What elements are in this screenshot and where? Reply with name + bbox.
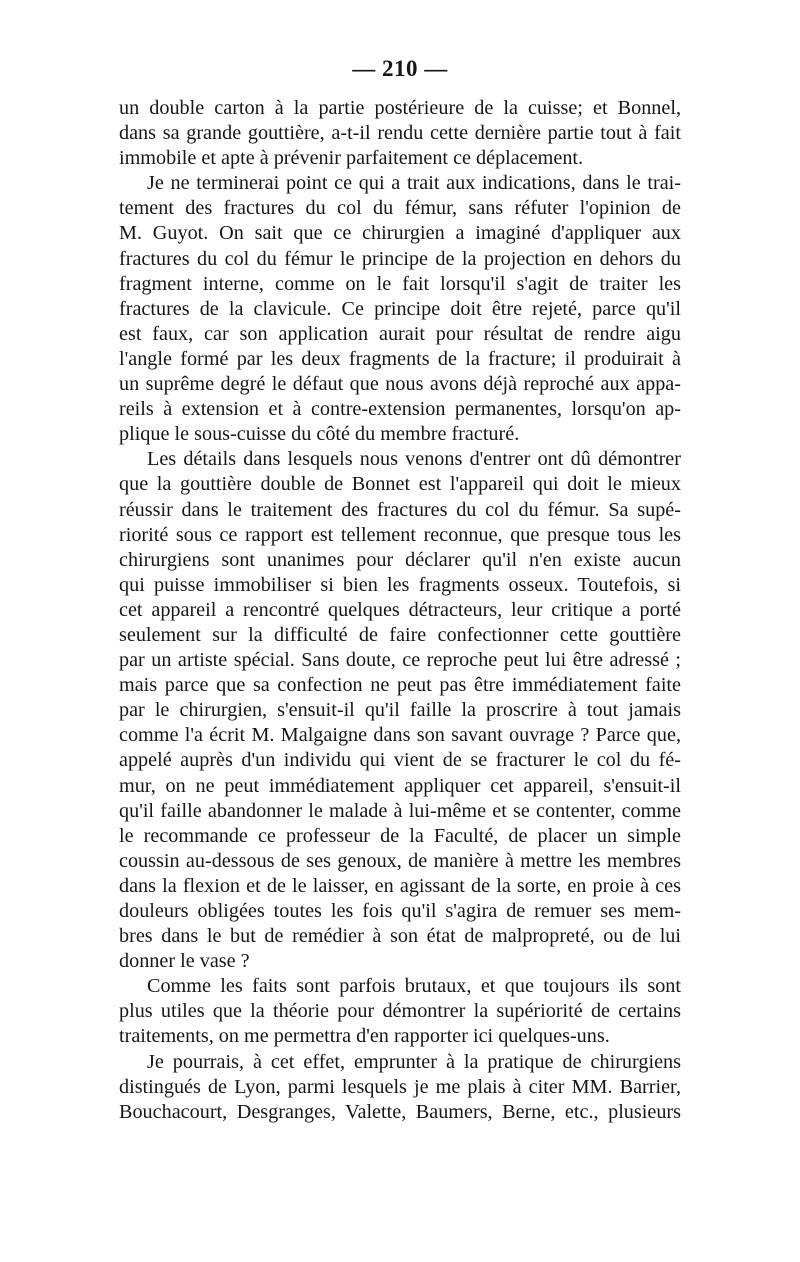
text-line: seulement sur la difficulté de faire confectionner cette gouttière (119, 623, 681, 646)
paragraph (119, 96, 681, 171)
text-line: réussir dans le traitement des fractures du col du fémur. Sa supé- (119, 498, 681, 521)
text-line: chirurgiens sont unanimes pour déclarer qu'il n'en existe aucun (119, 548, 681, 571)
text-line: distingués de Lyon, parmi lesquels je me plais à citer MM. Barrier, (119, 1075, 681, 1098)
text-line: Je ne terminerai point ce qui a trait aux indications, dans le trai- (147, 172, 681, 195)
text-line: cet appareil a rencontré quelques détracteurs, leur critique a porté (119, 598, 681, 621)
page-number: — 210 — (352, 56, 448, 81)
text-line: par le chirurgien, s'ensuit-il qu'il faille la proscrire à tout jamais (119, 699, 681, 722)
text-line: fragment interne, comme on le fait lorsqu'il s'agit de traiter les (119, 272, 681, 295)
text-line: le recommande ce professeur de la Faculté, de placer un simple (119, 824, 681, 847)
text-line: fractures du col du fémur le principe de la projection en dehors du (119, 247, 681, 270)
text-line: qu'il faille abandonner le malade à lui-même et se contenter, comme (119, 799, 681, 822)
paragraph (119, 171, 681, 447)
paragraph (119, 447, 681, 974)
text-line: tement des fractures du col du fémur, sans réfuter l'opinion de (119, 197, 681, 220)
text-line: plique le sous-cuisse du côté du membre fracturé. (119, 423, 520, 446)
paragraph (119, 974, 681, 1049)
text-line: un double carton à la partie postérieure de la cuisse; et Bonnel, (119, 97, 681, 119)
text-line: M. Guyot. On sait que ce chirurgien a imaginé d'appliquer aux (119, 222, 681, 245)
text-line: est faux, car son application aurait pour résultat de rendre aigu (119, 322, 681, 345)
text-line: plus utiles que la théorie pour démontrer la supériorité de certains (119, 1000, 681, 1023)
text-line: comme l'a écrit M. Malgaigne dans son savant ouvrage ? Parce que, (119, 724, 681, 747)
text-line: Je pourrais, à cet effet, emprunter à la pratique de chirurgiens (147, 1050, 681, 1073)
text-line: un suprême degré le défaut que nous avons déjà reproché aux appa- (119, 373, 681, 396)
body-text (119, 96, 681, 1125)
text-line: traitements, on me permettra d'en rapporter ici quelques-uns. (119, 1025, 610, 1048)
text-line: immobile et apte à prévenir parfaitement ce déplacement. (119, 147, 584, 170)
text-line: appelé auprès d'un individu qui vient de se fracturer le col du fé- (119, 749, 681, 772)
text-line: reils à extension et à contre-extension permanentes, lorsqu'on ap- (119, 398, 681, 421)
text-line: mur, on ne peut immédiatement appliquer cet appareil, s'ensuit-il (119, 774, 681, 797)
text-line: dans la flexion et de le laisser, en agissant de la sorte, en proie à ces (119, 874, 681, 897)
text-line: bres dans le but de remédier à son état de malpropreté, ou de lui (119, 925, 681, 948)
text-line: Comme les faits sont parfois brutaux, et que toujours ils sont (147, 975, 681, 998)
text-line: donner le vase ? (119, 950, 250, 973)
text-line: l'angle formé par les deux fragments de la fracture; il produirait à (119, 347, 681, 370)
text-line: Les détails dans lesquels nous venons d'entrer ont dû démontrer (147, 448, 681, 471)
paragraph (119, 1050, 681, 1125)
text-line: fractures de la clavicule. Ce principe doit être rejeté, parce qu'il (119, 297, 681, 320)
text-line: douleurs obligées toutes les fois qu'il s'agira de remuer ses mem- (119, 900, 681, 922)
text-line: qui puisse immobiliser si bien les fragments osseux. Toutefois, si (119, 573, 681, 596)
text-line: dans sa grande gouttière, a-t-il rendu cette dernière partie tout à fait (119, 122, 681, 145)
text-line: que la gouttière double de Bonnet est l'appareil qui doit le mieux (119, 473, 681, 496)
text-line: riorité sous ce rapport est tellement reconnue, que presque tous les (119, 523, 681, 546)
text-line: Bouchacourt, Desgranges, Valette, Baumers, Berne, etc., plusieurs (119, 1100, 681, 1123)
text-line: coussin au-dessous de ses genoux, de manière à mettre les membres (119, 849, 681, 872)
text-line: par un artiste spécial. Sans doute, ce reproche peut lui être adressé ; (119, 649, 681, 672)
text-line: mais parce que sa confection ne peut pas être immédiatement faite (119, 674, 681, 697)
